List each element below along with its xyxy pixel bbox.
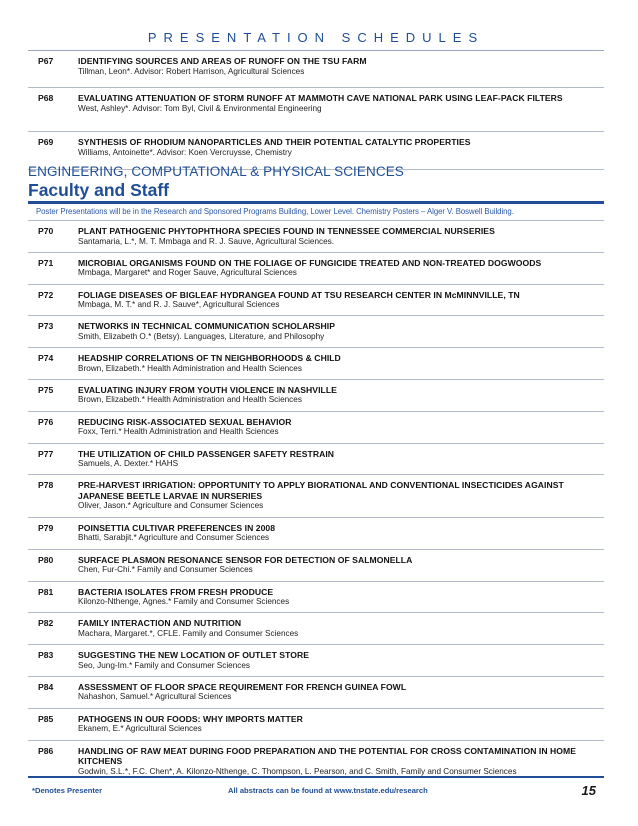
entry-number: P86 [38, 745, 54, 756]
list-item [28, 51, 604, 88]
list-item [28, 348, 604, 380]
list-item [28, 285, 604, 317]
list-item [28, 613, 604, 645]
entry-number: P68 [38, 93, 54, 104]
entry-number: P70 [38, 226, 54, 236]
entry-number: P73 [38, 321, 54, 332]
entry-number: P71 [38, 257, 54, 268]
entry-title: PRE-HARVEST IRRIGATION: OPPORTUNITY TO APPLY BIORATIONAL AND CONVENTIONAL INSECTICIDES AGAINST JAPANESE BEETLE LARVAE IN NURSERIES [78, 480, 564, 501]
list-item [28, 380, 604, 412]
footer-presenter-note: *Denotes Presenter [32, 786, 103, 795]
list-item [28, 221, 604, 253]
department-heading: ENGINEERING, COMPUTATIONAL & PHYSICAL SCIENCES [28, 164, 404, 179]
entry-author: Kilonzo-Nthenge, Agnes.* Family and Consumer Sciences [78, 597, 290, 607]
entry-title: HANDLING OF RAW MEAT DURING FOOD PREPARATION AND THE POTENTIAL FOR CROSS CONTAMINATION IN HOME KITCHENS [78, 745, 577, 767]
list-item [28, 582, 604, 614]
entry-number: P77 [38, 448, 54, 459]
entry-title: FAMILY INTERACTION AND NUTRITION [78, 618, 242, 629]
entry-author: Santamaria, L.*, M. T. Mmbaga and R. J. Sauve, Agricultural Sciences. [78, 236, 335, 246]
entry-number: P67 [38, 56, 54, 66]
entry-number: P79 [38, 522, 54, 533]
entry-author: Nahashon, Samuel.* Agricultural Sciences [78, 692, 232, 702]
entry-number: P82 [38, 618, 54, 629]
entry-number: P74 [38, 353, 54, 364]
entry-number: P80 [38, 554, 54, 565]
section-divider [28, 201, 604, 204]
entry-author: Mmbaga, M. T.* and R. J. Sauve*, Agricultural Sciences [78, 300, 280, 310]
entry-author: West, Ashley*. Advisor: Tom Byl, Civil & Environmental Engineering [78, 103, 322, 113]
entry-author: Williams, Antoinette*. Advisor: Koen Vercruysse, Chemistry [78, 147, 292, 157]
entry-author: Chen, Fur-Chi.* Family and Consumer Sciences [78, 565, 253, 575]
entry-author: Smith, Elizabeth O.* (Betsy). Languages, Literature, and Philosophy [78, 331, 325, 341]
entry-title: BACTERIA ISOLATES FROM FRESH PRODUCE [78, 586, 274, 597]
list-item [28, 444, 604, 476]
footer-abstracts-link[interactable]: All abstracts can be found at www.tnstate.edu/research [228, 786, 428, 795]
footer-divider [28, 776, 604, 778]
entry-number: P84 [38, 681, 54, 692]
section-subtitle: Faculty and Staff [28, 180, 169, 200]
entry-title: NETWORKS IN TECHNICAL COMMUNICATION SCHOLARSHIP [78, 321, 335, 332]
list-item [28, 518, 604, 550]
entry-title: SYNTHESIS OF RHODIUM NANOPARTICLES AND THEIR POTENTIAL CATALYTIC PROPERTIES [78, 137, 471, 148]
entry-title: REDUCING RISK-ASSOCIATED SEXUAL BEHAVIOR [78, 416, 292, 427]
entry-title: ASSESSMENT OF FLOOR SPACE REQUIREMENT FOR FRENCH GUINEA FOWL [78, 681, 407, 692]
list-item [28, 677, 604, 709]
page-number: 15 [581, 783, 596, 798]
entry-title: EVALUATING ATTENUATION OF STORM RUNOFF AT MAMMOTH CAVE NATIONAL PARK USING LEAF-PACK FILTERS [78, 93, 563, 104]
list-item [28, 709, 604, 741]
entry-title: MICROBIAL ORGANISMS FOUND ON THE FOLIAGE OF FUNGICIDE TREATED AND NON-TREATED DOGWOODS [78, 257, 542, 268]
list-item [28, 316, 604, 348]
page-header-title: PRESENTATION SCHEDULES [147, 30, 485, 45]
entry-number: P76 [38, 416, 54, 427]
entry-author: Tillman, Leon*. Advisor: Robert Harrison, Agricultural Sciences [78, 66, 305, 76]
list-item [28, 645, 604, 677]
entry-number: P81 [38, 586, 54, 597]
entry-title: EVALUATING INJURY FROM YOUTH VIOLENCE IN NASHVILLE [78, 384, 337, 395]
entry-title: POINSETTIA CULTIVAR PREFERENCES IN 2008 [78, 522, 276, 533]
list-item [28, 253, 604, 285]
entry-author: Bhatti, Sarabjit.* Agriculture and Consumer Sciences [78, 533, 270, 543]
entry-number: P75 [38, 384, 54, 395]
entry-title: IDENTIFYING SOURCES AND AREAS OF RUNOFF ON THE TSU FARM [78, 56, 367, 66]
entry-author: Seo, Jung-Im.* Family and Consumer Sciences [78, 660, 251, 670]
entry-title: SUGGESTING THE NEW LOCATION OF OUTLET STORE [78, 650, 309, 661]
entry-author: Brown, Elizabeth.* Health Administration and Health Sciences [78, 395, 302, 405]
document-page [28, 0, 604, 826]
entry-number: P69 [38, 137, 54, 148]
entry-number: P72 [38, 289, 54, 300]
entry-author: Samuels, A. Dexter.* HAHS [78, 459, 179, 469]
section-faculty-entries [28, 221, 604, 783]
entry-number: P83 [38, 650, 54, 661]
entry-title: FOLIAGE DISEASES OF BIGLEAF HYDRANGEA FOUND AT TSU RESEARCH CENTER IN McMINNVILLE, TN [78, 289, 520, 300]
entry-author: Machara, Margaret.*, CFLE. Family and Consumer Sciences [78, 628, 299, 638]
list-item [28, 88, 604, 132]
entry-author: Ekanem, E.* Agricultural Sciences [78, 724, 202, 734]
entry-author: Mmbaga, Margaret* and Roger Sauve, Agricultural Sciences [78, 268, 297, 278]
entry-title: HEADSHIP CORRELATIONS OF TN NEIGHBORHOODS & CHILD [78, 353, 341, 364]
section-student-entries [28, 51, 604, 170]
list-item [28, 550, 604, 582]
entry-title: PATHOGENS IN OUR FOODS: WHY IMPORTS MATTER [78, 713, 303, 724]
list-item [28, 475, 604, 518]
list-item [28, 412, 604, 444]
entry-title: SURFACE PLASMON RESONANCE SENSOR FOR DETECTION OF SALMONELLA [78, 554, 413, 565]
entry-title: THE UTILIZATION OF CHILD PASSENGER SAFETY RESTRAIN [78, 448, 335, 459]
entry-author: Foxx, Terri.* Health Administration and Health Sciences [78, 427, 279, 437]
entry-author: Oliver, Jason.* Agriculture and Consumer Sciences [78, 501, 264, 511]
entry-author: Godwin, S.L.*, F.C. Chen*, A. Kilonzo-Nthenge, C. Thompson, L. Pearson, and C. Smith, Family and Consumer Sciences [78, 766, 517, 776]
entry-author: Brown, Elizabeth.* Health Administration and Health Sciences [78, 363, 302, 373]
entry-number: P78 [38, 480, 54, 491]
entry-number: P85 [38, 713, 54, 724]
location-note: Poster Presentations will be in the Research and Sponsored Programs Building, Lower Level. Chemistry Posters – Alger V. Boswell Building. [36, 207, 514, 216]
entry-title: PLANT PATHOGENIC PHYTOPHTHORA SPECIES FOUND IN TENNESSEE COMMERCIAL NURSERIES [78, 226, 495, 236]
